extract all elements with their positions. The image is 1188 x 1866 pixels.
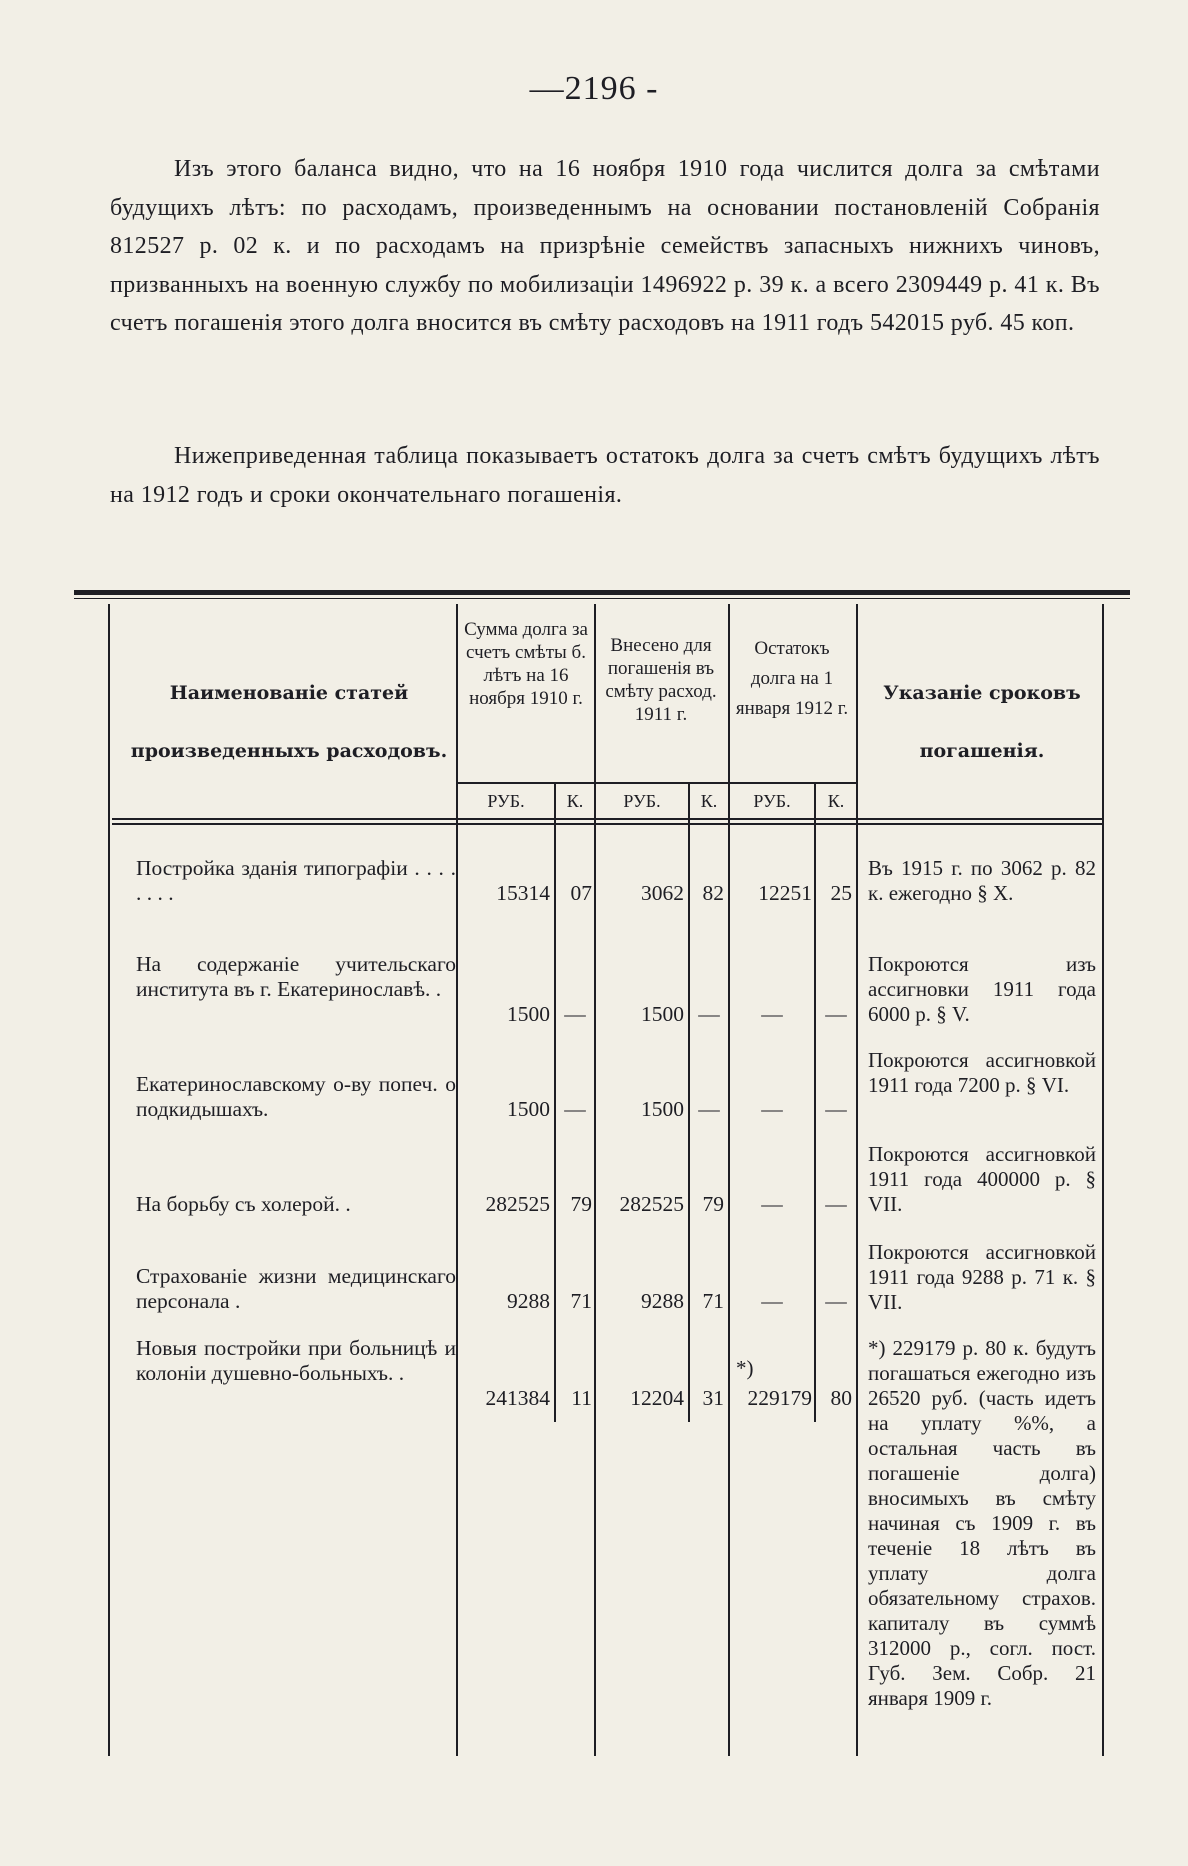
- repayment-term: Покроются изъ ассигновки 1911 года 6000 р. § V.: [868, 952, 1096, 1026]
- table-cell: —: [761, 1192, 783, 1216]
- row-name-hospital-construction: Новыя постройки при больницѣ и колоніи душевно-больныхъ. .: [136, 1336, 456, 1385]
- table-cell: 9288: [507, 1289, 550, 1313]
- table-border-right: [1102, 604, 1104, 1756]
- table-cell: 12251: [758, 881, 812, 905]
- footnote-mark: *): [736, 1356, 754, 1380]
- page-number: —2196 -: [529, 70, 659, 107]
- table-cell: —: [761, 1097, 783, 1121]
- paragraph-table-intro: Нижеприведенная таблица показываетъ остатокъ долга за счетъ смѣтъ будущихъ лѣтъ на 1912 годъ и сроки окончательнаго погашенія.: [110, 443, 1100, 508]
- table-cell: —: [761, 1002, 783, 1026]
- table-cell: —: [564, 1002, 586, 1026]
- debt-table: [108, 604, 1106, 1756]
- header-rule: [112, 818, 1102, 820]
- row-name-teachers-institute: На содержаніе учительскаго института въ г. Екатеринославѣ. .: [136, 952, 456, 1001]
- row-name-cholera: На борьбу съ холерой. .: [136, 1192, 351, 1216]
- header-repayment-terms: Указаніе сроковъ погашенія.: [883, 682, 1081, 762]
- table-top-rule: [74, 590, 1130, 595]
- table-cell: —: [825, 1192, 847, 1216]
- table-cell: —: [698, 1002, 720, 1026]
- table-cell: —: [825, 1289, 847, 1313]
- header-paid-1911: Внесено для погашенія въ смѣту расход. 1911 г.: [605, 635, 717, 725]
- repayment-term: Покроются ассигновкой 1911 года 9288 р. 71 к. § VII.: [868, 1240, 1096, 1314]
- table-cell: 25: [830, 881, 852, 905]
- unit-kop: К.: [566, 791, 584, 811]
- table-cell: 82: [702, 881, 724, 905]
- table-cell: 1500: [641, 1097, 684, 1121]
- unit-rub: РУБ.: [487, 791, 525, 811]
- header-remainder-1912: Остатокъ долга на 1 января 1912 г.: [735, 638, 849, 719]
- table-cell: 9288: [641, 1289, 684, 1313]
- table-cell: 71: [570, 1289, 592, 1313]
- table-cell: —: [564, 1097, 586, 1121]
- repayment-term: Въ 1915 г. по 3062 р. 82 к. ежегодно § X.: [868, 856, 1096, 905]
- column-divider: [594, 604, 596, 1756]
- table-cell: —: [825, 1097, 847, 1121]
- table-cell: 1500: [641, 1002, 684, 1026]
- repayment-term: Покроются ассигновкой 1911 года 400000 р. § VII.: [868, 1142, 1096, 1216]
- table-top-rule-thin: [74, 598, 1130, 599]
- table-cell: 229179: [747, 1386, 812, 1410]
- repayment-term-footnote: *) 229179 р. 80 к. будутъ погашаться ежегодно изъ 26520 руб. (часть идетъ на уплату %%, а остальная часть въ погашеніе долга) вносимыхъ въ смѣту начиная съ 1909 г. въ теченіе 18 лѣтъ въ уплату долга обязательному страхов. капиталу въ суммѣ 312000 р., согл. пост. Губ. Зем. Собр. 21 января 1909 г.: [868, 1336, 1096, 1710]
- table-border-left: [108, 604, 110, 1756]
- repayment-term: Покроются ассигновкой 1911 года 7200 р. § VI.: [868, 1048, 1096, 1097]
- unit-kop: К.: [827, 791, 845, 811]
- column-divider: [856, 604, 858, 1756]
- table-cell: 282525: [485, 1192, 550, 1216]
- row-name-medical-insurance: Страхованіе жизни медицинскаго персонала .: [136, 1264, 456, 1313]
- header-rule: [112, 823, 1102, 825]
- table-cell: 07: [570, 881, 592, 905]
- table-cell: 79: [570, 1192, 592, 1216]
- table-cell: —: [761, 1289, 783, 1313]
- table-cell: 3062: [641, 881, 684, 905]
- table-cell: 79: [702, 1192, 724, 1216]
- header-item-name: Наименованіе статей произведенныхъ расходовъ.: [130, 682, 448, 762]
- paragraph-balance: Изъ этого баланса видно, что на 16 ноября 1910 года числится долга за смѣтами будущихъ лѣтъ: по расходамъ, произведеннымъ на основании постановленій Собранія 812527 р. 02 к. и по расходамъ на призрѣніе семействъ запасныхъ нижнихъ чиновъ, призванныхъ на военную службу по мобилизаціи 1496922 р. 39 к. а всего 2309449 р. 41 к. Въ счетъ погашенія этого долга вносится въ смѣту расходовъ на 1911 годъ 542015 руб. 45 коп.: [110, 156, 1100, 336]
- header-debt-1910: Сумма долга за счетъ смѣты б. лѣтъ на 16 ноября 1910 г.: [464, 619, 588, 709]
- unit-rub: РУБ.: [753, 791, 791, 811]
- table-cell: 11: [571, 1386, 592, 1410]
- table-cell: 282525: [619, 1192, 684, 1216]
- table-cell: 1500: [507, 1002, 550, 1026]
- table-cell: 241384: [485, 1386, 550, 1410]
- table-cell: 31: [702, 1386, 724, 1410]
- unit-row-rule: [456, 782, 856, 784]
- table-cell: 15314: [496, 881, 550, 905]
- unit-rub: РУБ.: [623, 791, 661, 811]
- table-cell: 71: [702, 1289, 724, 1313]
- row-name-foundlings-society: Екатеринославскому о-ву попеч. о подкидышахъ.: [136, 1072, 456, 1121]
- table-cell: 12204: [630, 1386, 684, 1410]
- row-name-printing-house: Постройка зданія типографіи . . . . . . . .: [136, 856, 456, 905]
- table-cell: 80: [830, 1386, 852, 1410]
- table-cell: —: [698, 1097, 720, 1121]
- unit-kop: К.: [700, 791, 718, 811]
- table-cell: —: [825, 1002, 847, 1026]
- table-cell: 1500: [507, 1097, 550, 1121]
- column-divider: [728, 604, 730, 1756]
